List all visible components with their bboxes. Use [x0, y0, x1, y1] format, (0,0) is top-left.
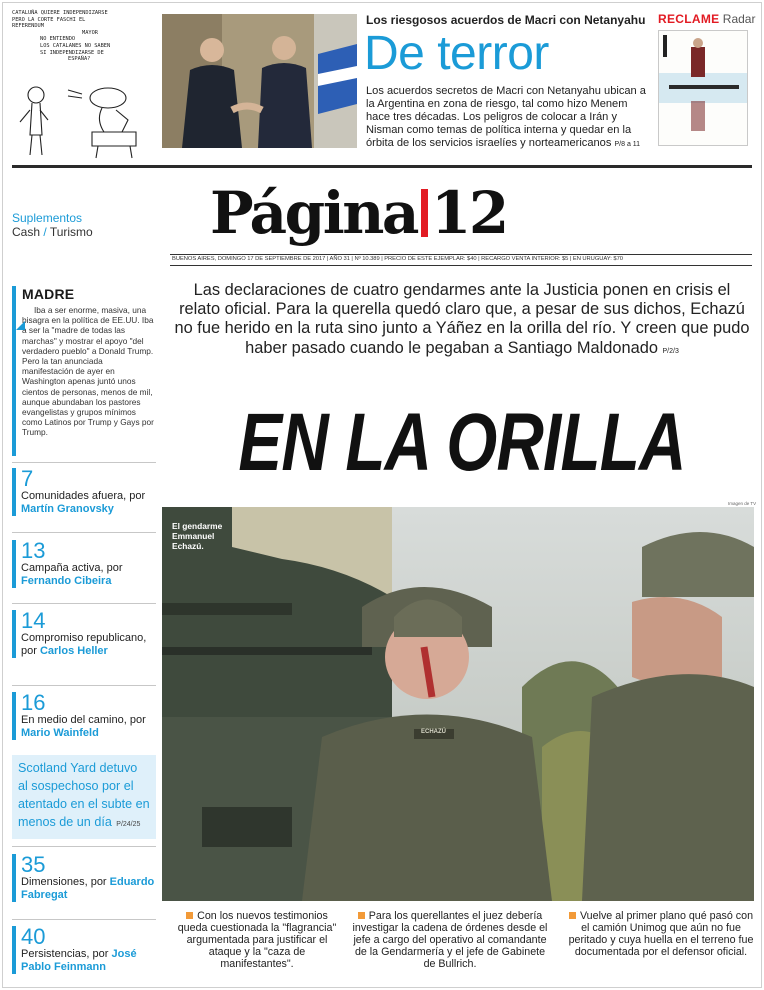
sidebar-item-text	[21, 490, 156, 516]
item-author: Eduardo Fabregat	[21, 876, 155, 901]
madre-title: MADRE	[22, 286, 75, 302]
cartoon-line: MAYOR	[82, 29, 98, 36]
sidebar-item-text	[21, 714, 156, 740]
main-deck-text: Las declaraciones de cuatro gendarmes ante la Justicia ponen en crisis el relato oficial. Para la querella quedó claro que, a pesar de sus dichos, Echazú no fue herido en la ruta sino junto a Yáñez en la orilla del río. Y creen que pudo haber pasado cuando le pegaban a Santiago Maldonado	[174, 281, 750, 357]
radar-cover-thumbnail	[658, 30, 748, 146]
item-title: Compromiso republicano, por	[21, 632, 147, 657]
top-story-headline[interactable]: De terror	[364, 27, 549, 80]
item-title: Dimensiones, por	[21, 876, 107, 888]
reclame-header	[658, 12, 754, 26]
cartoon-line: REFERENDUM	[12, 23, 44, 30]
madre-body: Iba a ser enorme, masiva, una bisagra en la política de EE.UU. Iba a ser la "madre de todas las marchas" y mostrar el apoyo "del verdadero pueblo" a Donald Trump. Pero la tan anunciada manifestación de ayer en Washington apenas juntó unos cientos de personas, menos de mil, aunque abundaban los pastores evangelistas y grupos mínimos como Latinos por Trump y Gays por Trump.	[22, 305, 154, 438]
item-author: Fernando Cibeira	[21, 575, 112, 587]
item-title: Persistencias, por	[21, 948, 109, 960]
item-author: Mario Wainfeld	[21, 727, 99, 739]
cartoon-line: CATALUÑA QUIERE INDEPENDIZARSE	[12, 10, 108, 16]
sidebar-item-text	[21, 876, 156, 902]
sidebar-item[interactable]	[12, 610, 156, 658]
item-title: Campaña activa, por	[21, 562, 123, 574]
divider	[12, 919, 156, 920]
madre-column	[12, 286, 154, 456]
bullet-square-icon	[569, 912, 576, 919]
item-author: Martín Granovsky	[21, 503, 114, 515]
name-tag: ECHAZÚ	[421, 729, 446, 735]
triangle-icon	[16, 321, 25, 330]
cartoon-line: LOS CATALANES NO SABEN	[40, 42, 111, 49]
supplements	[12, 211, 93, 239]
sidebar-item[interactable]	[12, 692, 156, 740]
page-number: 40	[21, 924, 46, 949]
logo-text-left: Página	[210, 179, 417, 247]
page-number: 7	[21, 466, 34, 491]
divider	[12, 603, 156, 604]
page-reference: P/24/25	[116, 821, 141, 828]
reclame-section: Radar	[722, 12, 756, 26]
main-photo	[162, 507, 754, 901]
page-number: 16	[21, 690, 46, 715]
sidebar-item[interactable]	[12, 926, 156, 974]
supplement-turismo-link[interactable]: Turismo	[49, 225, 93, 239]
divider	[12, 846, 156, 847]
bullet-square-icon	[186, 912, 193, 919]
cartoon-line: PERO LA CORTE FASCHI EL	[12, 16, 86, 23]
cartoon-line: ESPAÑA?	[68, 56, 91, 63]
sidebar-item-text	[21, 562, 156, 588]
sidebar-item-text	[21, 948, 156, 974]
main-story-deck	[172, 281, 752, 361]
supplement-cash-link[interactable]: Cash	[12, 225, 41, 239]
photo-credit: Imagen de TV	[728, 501, 757, 506]
top-rule	[12, 165, 752, 168]
item-title: En medio del camino, por	[21, 714, 146, 726]
dateline-rule	[170, 265, 752, 266]
divider	[12, 462, 156, 463]
teaser-text: Scotland Yard detuvo al sospechoso por el atentado en el subte en menos de un día	[18, 761, 150, 829]
page-number: 13	[21, 538, 46, 563]
reclame-promo[interactable]	[658, 12, 754, 146]
top-story-photo	[162, 14, 357, 148]
logo-text-right: 12	[430, 179, 507, 247]
item-author: José Pablo Feinmann	[21, 948, 137, 973]
sidebar-item[interactable]	[12, 854, 156, 902]
bullet-point	[350, 910, 550, 970]
item-author: Carlos Heller	[39, 645, 108, 657]
bullet-square-icon	[358, 912, 365, 919]
bullet-point	[568, 910, 754, 958]
reclame-label: RECLAME	[658, 12, 720, 26]
cartoon-line: NO ENTIENDO	[40, 36, 76, 43]
cartoon	[12, 10, 154, 160]
newspaper-logo[interactable]	[210, 178, 560, 248]
bullet-text: Con los nuevos testimonios queda cuestionada la "flagrancia" argumentada para justificar el ataque y la "caza de manifestantes".	[177, 910, 337, 970]
photo-caption: El gendarme Emmanuel Echazú.	[172, 521, 223, 551]
dateline: BUENOS AIRES, DOMINGO 17 DE SEPTIEMBRE DE 2017 | AÑO 31 | Nº 10.389 | PRECIO DE ESTE EJEMPLAR: $40 | RECARGO VENTA INTERIOR: $5 | EN URUGUAY: $70	[172, 256, 623, 262]
bullet-text: Para los querellantes el juez debería investigar la cadena de órdenes desde el jefe a cargo del operativo al comandante de la Gendarmería y el jefe de Gabinete de Bullrich.	[352, 910, 548, 970]
divider	[12, 685, 156, 686]
dateline-rule	[170, 254, 752, 255]
cartoon-line: SI INDEPENDIZARSE DE	[40, 49, 104, 56]
cartoon-drawing	[12, 50, 154, 160]
divider	[12, 532, 156, 533]
item-title: Comunidades afuera, por	[21, 490, 146, 502]
sidebar-item-text	[21, 632, 156, 658]
sidebar-item[interactable]	[12, 468, 156, 516]
supplements-title: Suplementos	[12, 211, 83, 225]
bullet-text: Vuelve al primer plano qué pasó con el camión Unimog que aún no fue peritado y cuya huella en el terreno fue documentada por el defensor oficial.	[568, 910, 754, 958]
page-number: 35	[21, 852, 46, 877]
page-reference: P/8 a 11	[614, 141, 641, 148]
bullet-point	[174, 910, 340, 970]
top-story-deck-text: Los acuerdos secretos de Macri con Netanyahu ubican a la Argentina en zona de riesgo, tal como hizo Menem hace tres décadas. Los peligros de colocar a Irán y Nisman como temas de política interna y quedar en la órbita de los servicios israelíes y norteamericanos	[366, 85, 646, 149]
top-story-deck	[366, 85, 652, 151]
page-reference: P/2/3	[662, 347, 679, 355]
logo-red-bar	[421, 189, 428, 237]
supplements-separator: /	[43, 225, 47, 239]
main-headline[interactable]: EN LA ORILLA	[238, 397, 686, 488]
scotland-yard-teaser[interactable]	[12, 755, 156, 839]
top-story-kicker: Los riesgosos acuerdos de Macri con Netanyahu	[366, 13, 646, 27]
page-number: 14	[21, 608, 46, 633]
sidebar-item[interactable]	[12, 540, 156, 588]
